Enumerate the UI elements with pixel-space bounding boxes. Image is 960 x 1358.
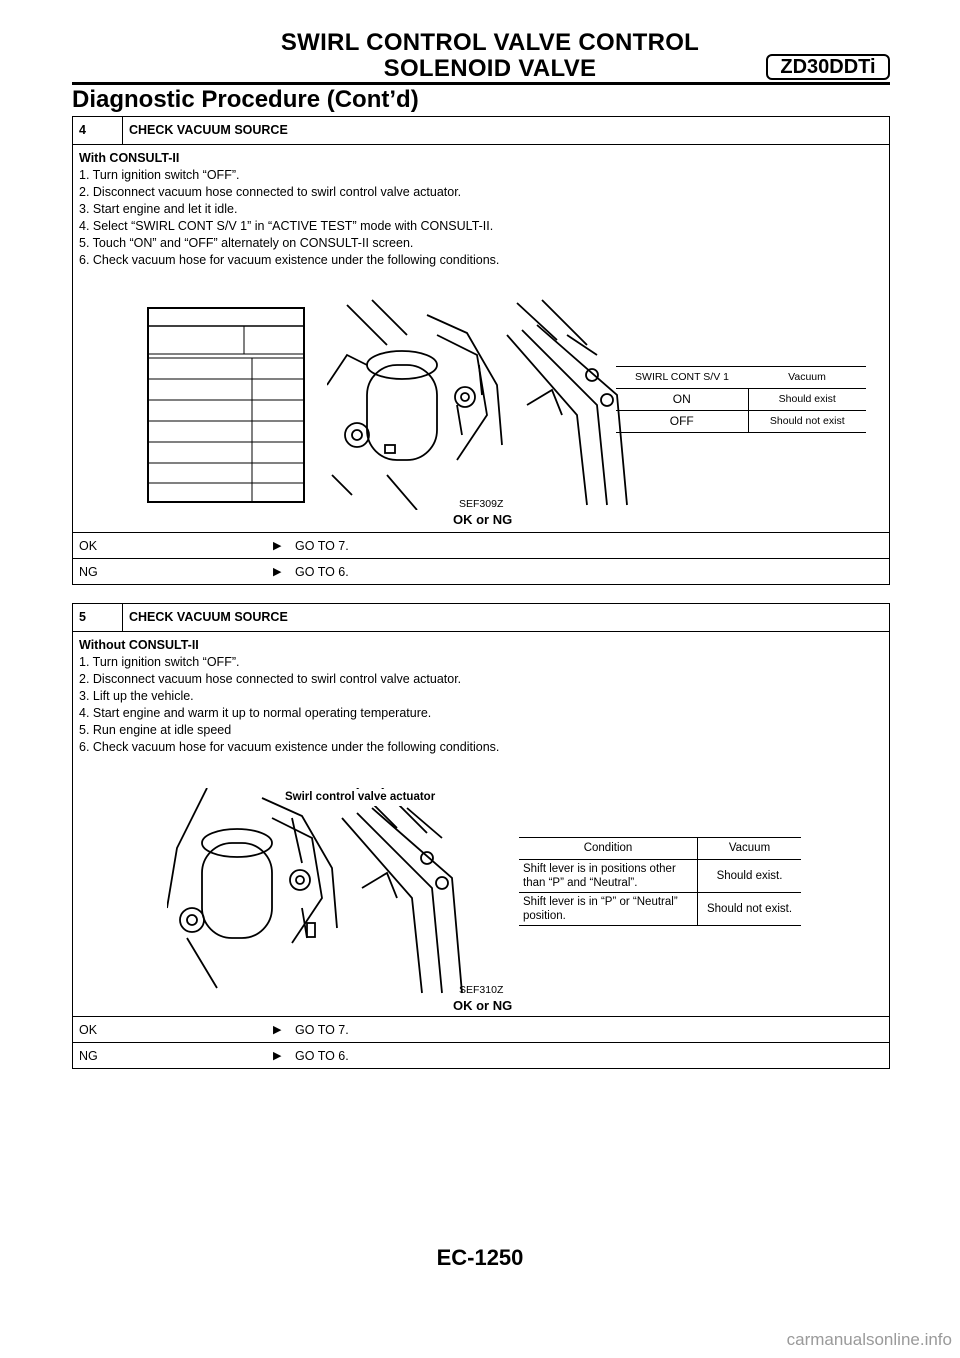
result-row-ok [73,533,889,558]
instruction-line: 1. Turn ignition switch “OFF”. [79,655,240,669]
title-line-2: SOLENOID VALVE [383,55,597,82]
procedure-step-4 [72,116,890,585]
result-row-ng [73,1042,889,1068]
page-title [230,30,750,82]
step-title: CHECK VACUUM SOURCE [129,123,288,137]
title-line-1: SWIRL CONTROL VALVE CONTROL [280,29,700,56]
result-row-ng [73,558,889,584]
step-body [73,632,889,1017]
instruction-line: 4. Select “SWIRL CONT S/V 1” in “ACTIVE TEST” mode with CONSULT-II. [79,219,494,233]
header-rule [72,82,890,85]
step-lead: Without CONSULT-II [79,638,199,652]
result-label: NG [79,1048,98,1063]
step-number: 4 [73,117,123,144]
step-lead: With CONSULT-II [79,151,180,165]
figure-code: SEF309Z [459,498,504,510]
instruction-line: 5. Touch “ON” and “OFF” alternately on CONSULT-II screen. [79,236,414,250]
step-header [73,117,889,145]
arrow-right-icon: ▶ [273,1050,282,1062]
table-cell: Shift lever is in “P” or “Neutral” position. [519,893,698,926]
figure-code: SEF310Z [459,984,504,996]
instruction-line: 5. Run engine at idle speed [79,723,232,737]
instruction-line: 2. Disconnect vacuum hose connected to swirl control valve actuator. [79,185,462,199]
section-subtitle: Diagnostic Procedure (Cont’d) [72,86,419,113]
arrow-right-icon: ▶ [273,566,282,578]
instruction-line: 1. Turn ignition switch “OFF”. [79,168,240,182]
table-cell: Should exist [748,389,866,411]
result-label: OK [79,538,98,553]
model-badge: ZD30DDTi [766,54,890,80]
result-action: GO TO 6. [295,564,349,579]
result-action: GO TO 7. [295,1022,349,1037]
instruction-line: 4. Start engine and warm it up to normal operating temperature. [79,706,432,720]
step-title: CHECK VACUUM SOURCE [129,610,288,624]
instruction-line: 6. Check vacuum hose for vacuum existence under the following conditions. [79,253,500,267]
table-cell: Should not exist. [706,902,793,915]
step-header [73,604,889,632]
ok-or-ng-label: OK or NG [453,998,513,1013]
step-number: 5 [73,604,123,631]
table-header-cell: Vacuum [748,367,866,389]
result-action: GO TO 7. [295,538,349,553]
result-label: OK [79,1022,98,1037]
page-number: EC-1250 [436,1245,524,1270]
result-row-ok [73,1017,889,1042]
actuator-callout-label: Swirl control valve actuator [285,789,435,806]
step-body [73,145,889,533]
ok-or-ng-label: OK or NG [453,512,513,527]
arrow-right-icon: ▶ [273,1024,282,1036]
table-header-cell: Condition [519,838,698,860]
engine-actuator-illustration [167,788,517,998]
instruction-line: 3. Lift up the vehicle. [79,689,194,703]
table-cell: OFF [616,411,748,433]
instruction-line: 3. Start engine and let it idle. [79,202,238,216]
table-cell: Should not exist [769,415,845,427]
table-header-cell: SWIRL CONT S/V 1 [616,367,748,389]
instruction-line: 6. Check vacuum hose for vacuum existence under the following conditions. [79,740,500,754]
table-cell: ON [616,389,748,411]
table-cell: Should exist. [698,860,802,893]
procedure-step-5 [72,603,890,1069]
table-cell: Shift lever is in positions other than “P” and “Neutral”. [519,860,698,893]
watermark-link[interactable]: carmanualsonline.info [786,1330,952,1349]
consult-screen-illustration [147,307,307,505]
table-header-cell: Vacuum [698,838,802,860]
result-action: GO TO 6. [295,1048,349,1063]
vacuum-condition-table [616,366,866,433]
result-label: NG [79,564,98,579]
instruction-line: 2. Disconnect vacuum hose connected to swirl control valve actuator. [79,672,462,686]
arrow-right-icon: ▶ [273,540,282,552]
shift-lever-condition-table [519,837,801,926]
